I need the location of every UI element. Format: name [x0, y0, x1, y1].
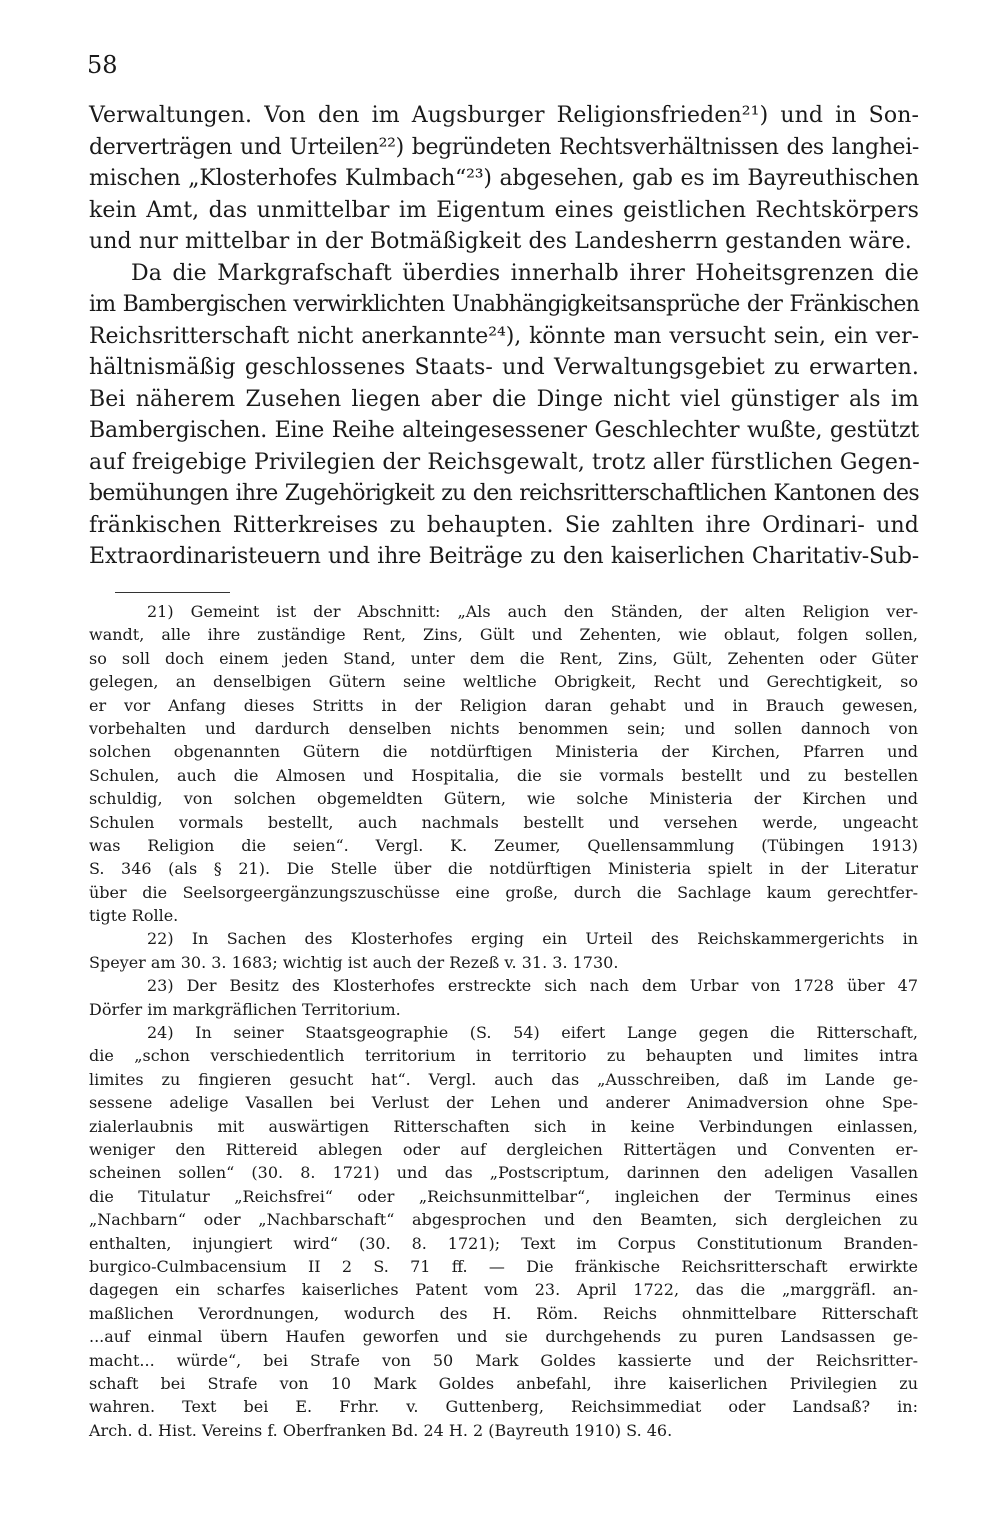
text-line: Reichsritterschaft nicht anerkannte²⁴), könnte man versucht sein, ein ver-: [89, 323, 919, 349]
text-line: hältnismäßig geschlossenes Staats- und Verwaltungsgebiet zu erwarten.: [89, 355, 919, 380]
text-line: mischen „Klosterhofes Kulmbach“²³) abgesehen, gab es im Bayreuthischen: [89, 166, 919, 191]
footnote-line: die „schon verschiedentlich territorium in territorio zu behaupten und limites intra: [89, 1046, 918, 1066]
footnote-line: enthalten, injungiert wird“ (30. 8. 1721); Text im Corpus Constitutionum Branden-: [89, 1233, 918, 1253]
footnote-line: 21) Gemeint ist der Abschnitt: „Als auch den Ständen, der alten Religion ver-: [147, 602, 918, 621]
footnote-line: vorbehalten und dardurch denselben nichts benommen sein; und sollen dannoch von: [89, 718, 918, 738]
footnote-line: gelegen, an denselbigen Gütern seine weltliche Obrigkeit, Recht und Gerechtigkeit, so: [89, 672, 918, 692]
footnote-line: Speyer am 30. 3. 1683; wichtig ist auch der Rezeß v. 31. 3. 1730.: [89, 952, 619, 972]
footnote-line: tigte Rolle.: [89, 906, 179, 926]
text-line: Extraordinaristeuern und ihre Beiträge zu den kaiserlichen Charitativ-Sub-: [89, 544, 919, 569]
footnote-line: Arch. d. Hist. Vereins f. Oberfranken Bd. 24 H. 2 (Bayreuth 1910) S. 46.: [89, 1420, 673, 1440]
footnote-line: weniger den Rittereid ablegen oder auf dergleichen Rittertägen und Conventen er-: [89, 1139, 918, 1159]
footnote-line: limites zu fingieren gesucht hat“. Vergl. auch das „Ausschreiben, daß im Lande ge-: [89, 1069, 918, 1089]
footnote-line: die Titulatur „Reichsfrei“ oder „Reichsunmittelbar“, ingleichen der Terminus eines: [89, 1186, 918, 1206]
text-line: kein Amt, das unmittelbar im Eigentum eines geistlichen Rechtskörpers: [89, 197, 919, 223]
text-line: fränkischen Ritterkreises zu behaupten. Sie zahlten ihre Ordinari- und: [89, 512, 919, 538]
footnote-line: 24) In seiner Staatsgeographie (S. 54) eifert Lange gegen die Ritterschaft,: [147, 1023, 918, 1043]
footnote-line: 22) In Sachen des Klosterhofes erging ein Urteil des Reichskammergerichts in: [147, 929, 918, 949]
footnote-line: zialerlaubnis mit auswärtigen Ritterschaften sich in keine Verbindungen einlassen,: [89, 1116, 918, 1136]
footnote-line: er vor Anfang dieses Stritts in der Religion daran gehabt und in Brauch gewesen,: [89, 695, 918, 715]
footnotes: [89, 600, 918, 1442]
text-line: Bambergischen. Eine Reihe alteingesessener Geschlechter wußte, gestützt: [89, 418, 919, 443]
main-text: [89, 100, 919, 573]
footnote-line: so soll doch einem jeden Stand, unter dem die Rent, Zins, Gült, Zehenten oder Güter: [89, 648, 918, 668]
footnote-line: solchen obgenannten Gütern die notdürftigen Ministeria der Kirchen, Pfarren und: [89, 742, 918, 762]
footnote-line: schaft bei Strafe von 10 Mark Goldes anbefahl, ihre kaiserlichen Privilegien zu: [89, 1373, 918, 1393]
footnote-line: S. 346 (als § 21). Die Stelle über die notdürftigen Ministeria spielt in der Literatur: [89, 859, 918, 879]
footnote-line: sessene adelige Vasallen bei Verlust der Lehen und anderer Animadversion ohne Spe-: [89, 1093, 918, 1113]
footnote-line: über die Seelsorgeergänzungszuschüsse eine große, durch die Sachlage kaum gerechtfer-: [89, 882, 918, 902]
text-line: Bei näherem Zusehen liegen aber die Dinge nicht viel günstiger als im: [89, 386, 919, 412]
footnote-line: macht... würde“, bei Strafe von 50 Mark Goldes kassierte und der Reichsritter-: [89, 1350, 918, 1370]
text-line: Da die Markgrafschaft überdies innerhalb ihrer Hoheitsgrenzen die: [131, 260, 919, 286]
text-line: auf freigebige Privilegien der Reichsgewalt, trotz aller fürstlichen Gegen-: [89, 449, 920, 475]
text-line: bemühungen ihre Zugehörigkeit zu den reichsritterschaftlichen Kantonen des: [89, 481, 919, 506]
footnote-line: wahren. Text bei E. Frhr. v. Guttenberg, Reichsimmediat oder Landsaß? in:: [89, 1397, 918, 1417]
footnote-line: 23) Der Besitz des Klosterhofes erstreckte sich nach dem Urbar von 1728 über 47: [147, 976, 918, 996]
text-line: und nur mittelbar in der Botmäßigkeit des Landesherrn gestanden wäre.: [89, 229, 912, 254]
footnote-line: dagegen ein scharfes kaiserliches Patent vom 23. April 1722, das die „marggräfl. an-: [89, 1280, 918, 1300]
footnote-line: scheinen sollen“ (30. 8. 1721) und das „Postscriptum, darinnen den adeligen Vasallen: [89, 1163, 918, 1183]
footnote-separator: [115, 592, 230, 593]
text-line: im Bambergischen verwirklichten Unabhängigkeitsansprüche der Fränkischen: [89, 292, 919, 317]
footnote-line: „Nachbarn“ oder „Nachbarschaft“ abgesprochen und den Beamten, sich dergleichen zu: [89, 1210, 918, 1230]
footnote-line: schuldig, von solchen obgemeldten Gütern, wie solche Ministeria der Kirchen und: [89, 789, 918, 809]
footnote-line: was Religion die seien“. Vergl. K. Zeumer, Quellensammlung (Tübingen 1913): [89, 835, 918, 855]
footnote-line: Schulen vormals bestellt, auch nachmals bestellt und versehen werde, ungeacht: [89, 812, 918, 832]
text-line: Verwaltungen. Von den im Augsburger Religionsfrieden²¹) und in Son-: [89, 103, 919, 128]
page-number: 58: [87, 51, 118, 79]
footnote-line: ...auf einmal übern Haufen geworfen und sie durchgehends zu puren Landsassen ge-: [89, 1327, 918, 1347]
footnote-line: wandt, alle ihre zuständige Rent, Zins, Gült und Zehenten, wie oblaut, folgen sollen,: [89, 625, 918, 645]
footnote-line: maßlichen Verordnungen, wodurch des H. Röm. Reichs ohnmittelbare Ritterschaft: [89, 1303, 918, 1323]
text-line: derverträgen und Urteilen²²) begründeten Rechtsverhältnissen des langhei-: [89, 134, 919, 160]
footnote-line: Schulen, auch die Almosen und Hospitalia, die sie vormals bestellt und zu bestellen: [89, 765, 918, 785]
footnote-line: Dörfer im markgräflichen Territorium.: [89, 999, 401, 1019]
footnote-line: burgico-Culmbacensium II 2 S. 71 ff. — Die fränkische Reichsritterschaft erwirkte: [89, 1256, 918, 1276]
